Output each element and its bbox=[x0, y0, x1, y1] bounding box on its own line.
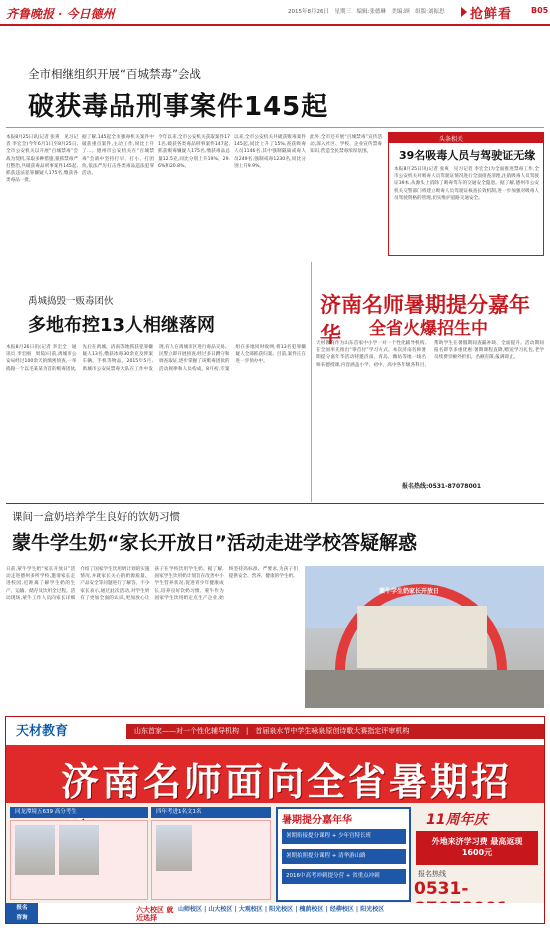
ad-phone-number[interactable]: 0531- bbox=[414, 879, 469, 899]
ad-course-line: 暑期衔接提分课程 + 少年宫特长班 bbox=[282, 829, 406, 844]
story1-kicker: 全市相继组织开展“百城禁毒”会战 bbox=[28, 67, 201, 81]
ad-course-title: 暑期提分嘉年华 bbox=[282, 815, 352, 826]
ad-top-strip bbox=[6, 717, 544, 745]
sidebar1-box bbox=[388, 132, 544, 256]
story3-body: 天材教育作为山东首家中小学一对一个性化辅导机构,在全国率先推出“零首付”学习方式。本次济南名师暑期提分嘉年华活动特邀济南、青岛、潍坊等地一线名师来德授课,内容涵盖小学、初中、高中各年级各科目,帮助学生在暑假期间查漏补缺、全面提升。活动期间报名即享多重优惠:暑期课程直降,赠送学习礼包,老学员续费享额外折扣。名额有限,报满即止。 bbox=[316, 341, 544, 368]
ad-course-line: 2016中高考冲刺提分营 + 省重点冲刺 bbox=[282, 869, 406, 884]
ad-course-box bbox=[276, 807, 411, 902]
story1-headline: 破获毒品刑事案件145起 bbox=[28, 92, 329, 122]
crowd bbox=[305, 670, 544, 708]
arch-banner-text: 蒙牛学生奶家长开放日 bbox=[379, 588, 440, 595]
teacher-photo bbox=[156, 825, 192, 871]
ad-teacher-panel bbox=[151, 820, 271, 900]
ad-bar-mid: 四年考进1名文1名 bbox=[151, 807, 271, 818]
sidebar1-tag: 头条相关 bbox=[439, 136, 464, 143]
story1-col-2: 据了解,145起全市强毒机关案件中破获重点案件,主动工作,同比上升了...。德州市公安机关在“百城禁毒”会战中坚持打早、打小、打团伙,依法严厉打击各类毒品违法犯罪活动。 bbox=[82, 135, 154, 177]
page-header bbox=[0, 0, 550, 26]
divider bbox=[6, 127, 544, 128]
story1-col-5: 此外,全市还开展“百城禁毒”宣传活动,深入社区、学校、企业宣传禁毒知识,营造全民禁毒浓厚氛围。 bbox=[310, 135, 382, 155]
sidebar1-body: 本报8月25日讯(记者 张爽 见习记者 李宏全)为全面推进禁毒工作,全市公安机关对吸毒人员驾驶证情况进行全面排查清理,注销吸毒人员驾驶证39本,从源头上消除了吸毒驾车的交通安全隐患。据了解,德州市公安机关交警部门将建立吸毒人员驾驶证核查长效机制,进一步加强对吸毒人员驾驶资格的管理,切实维护道路交通安全。 bbox=[394, 167, 539, 201]
ad-big-headline: 济南名师面向全省暑期招 bbox=[61, 760, 513, 804]
story1-col-1: 本报8月25日讯(记者 张爽 见习记者 李宏全)今年6月1日至8月25日,全市公安机关以开展“百城禁毒”会战为契机,采取多种措施,狠抓禁毒严打整治,共破获毒品刑事案件145起,抓获违法犯罪嫌疑人175名,缴获各类毒品一批。 bbox=[6, 135, 78, 184]
story3-headline-1: 济南名师暑期提分嘉年华 bbox=[320, 293, 530, 347]
student-photo bbox=[59, 825, 99, 875]
ad-qr-label: 报名 咨询 bbox=[6, 903, 38, 923]
column-divider bbox=[311, 262, 312, 502]
ad-top-band: 山东首家——对一个性化辅导机构 | 首届泉水节中学生咏泉原创诗歌大赛指定评审机构 bbox=[126, 724, 544, 739]
sidebar1-headline: 39名吸毒人员与驾驶证无缘 bbox=[399, 149, 536, 162]
ad-bar-left: 同龙潭境五639 高分考生 bbox=[10, 807, 148, 818]
story4-headline: 蒙牛学生奶“家长开放日”活动走进学校答疑解惑 bbox=[12, 532, 417, 554]
story4-kicker: 课间一盒奶培养学生良好的饮奶习惯 bbox=[12, 511, 180, 523]
story2-kicker: 禹城捣毁一贩毒团伙 bbox=[28, 296, 114, 307]
story3-phone: 报名热线:0531-87078001 bbox=[402, 483, 481, 490]
ad-campus-list: 山师校区 | 山大校区 | 大观校区 | 阳光校区 | 槐荫校区 | 经柳校区 | 阳光校区 bbox=[178, 906, 385, 913]
ad-campus-label: 六大校区 就近选择 bbox=[136, 906, 174, 922]
story2-headline: 多地布控13人相继落网 bbox=[28, 315, 216, 336]
ad-promo-badge: 外地来济学习费 最高返现1600元 bbox=[416, 831, 538, 865]
school-building bbox=[357, 606, 487, 668]
sidebar1-tag-bar bbox=[389, 133, 543, 143]
story3-headline-2: 全省火爆招生中 bbox=[369, 319, 488, 339]
advertisement[interactable] bbox=[5, 716, 545, 924]
section-name: 抢鲜看 bbox=[470, 7, 513, 22]
ad-footer bbox=[6, 903, 544, 923]
ad-student-panel bbox=[10, 820, 148, 900]
ad-brand-logo: 天材教育 bbox=[16, 724, 69, 739]
story4-body: 日前,蒙牛学生奶“家长开放日”活动走进德州多所学校,邀请家长走进校园,近距离了解学生奶的生产、运输、储存及饮用全过程。活动现场,蒙牛工作人员向家长详细介绍了国家学生饮用奶计划的实施情况,并就家长关心的奶源质量、产品安全等问题进行了解答。不少家长表示,通过此次活动,对学生奶有了更加全面的认识,更加放心让孩子在学校饮用学生奶。据了解,国家学生饮用奶计划旨在改善中小学生营养状况,促进青少年健康成长,培养良好饮奶习惯。蒙牛作为国家学生饮用奶定点生产企业,始终坚持高标准、严要求,为孩子们提供安全、营养、健康的学生奶。 bbox=[6, 567, 298, 601]
story1-col-4: 以来,全市公安机关共破获贩毒案件145起,同比上升了15%,查获吸毒人员1146名,其中强制隔离戒毒人员249名,强制戒毒1230名,同比分别上升9.9%。 bbox=[234, 135, 306, 169]
ad-phone-label: 报名热线 bbox=[418, 870, 446, 878]
story2-body: 本报8月26日讯(记者 李宏全 通讯员 李宏刚 周茹)日前,禹城市公安局经过100余天的缜密侦查,一举捣毁一个以毛某某为首的贩毒团伙,先后在禹城、济南等地抓获犯罪嫌疑人13名,缴获冰毒30余克及涉案车辆、手机等物品。2015年5月,禹城市公安局禁毒大队在工作中发现,有人在禹城市区进行毒品交易。民警立即开展侦查,经过多日蹲守和调查取证,逐步掌握了该贩毒团伙的活动规律和人员构成。8月初,专案组在多地同时收网,将13名犯罪嫌疑人全部抓获归案。目前,案件正在进一步侦办中。 bbox=[6, 345, 306, 372]
newspaper-logo: 齐鲁晚报 · 今日德州 bbox=[6, 7, 115, 21]
divider bbox=[6, 503, 544, 504]
school-event-photo bbox=[305, 566, 544, 708]
ad-course-line: 暑期拍照提分课程 + 清华游山路 bbox=[282, 849, 406, 864]
story1-col-3: 今年以来,全市公安机关获取案件171名,破获各类毒品刑事案件147起,抓获贩毒嫌疑人175名,缴获毒品总量12.5克,同比分别上升19%、29.6%和20.8%。 bbox=[158, 135, 230, 169]
ad-anniversary: 11周年庆 bbox=[426, 812, 488, 828]
section-arrow-icon bbox=[461, 7, 467, 17]
student-photo bbox=[15, 825, 55, 875]
page-number: B05 bbox=[531, 6, 549, 15]
issue-meta: 2015年8月26日 星期三 编辑:张德琳 美编:顾 组版:刘振思 bbox=[288, 9, 445, 15]
